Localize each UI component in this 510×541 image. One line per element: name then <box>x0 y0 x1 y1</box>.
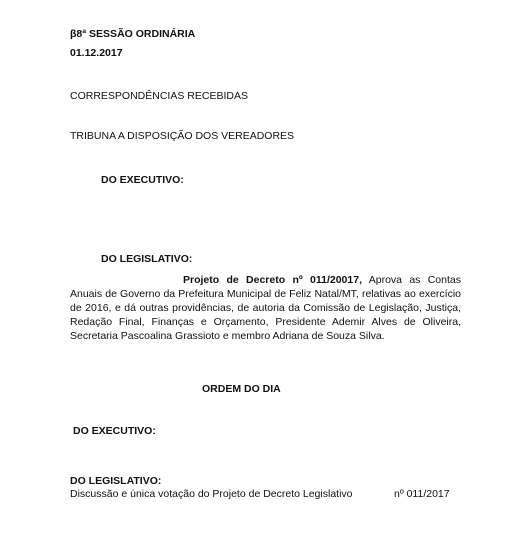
heading-executivo-1: DO EXECUTIVO: <box>101 174 184 186</box>
session-date: 01.12.2017 <box>70 47 123 59</box>
projeto-heading: Projeto de Decreto nº 011/20017, <box>183 274 362 286</box>
heading-executivo-2: DO EXECUTIVO: <box>73 425 156 437</box>
heading-legislativo-1: DO LEGISLATIVO: <box>101 253 193 265</box>
section-correspondencias: CORRESPONDÊNCIAS RECEBIDAS <box>70 90 248 102</box>
session-title: β8ª SESSÃO ORDINÁRIA <box>70 28 196 40</box>
section-tribuna: TRIBUNA A DISPOSIÇÃO DOS VEREADORES <box>70 130 295 142</box>
votacao-text: Discussão e única votação do Projeto de Decreto Legislativo <box>70 488 353 500</box>
projeto-paragraph <box>70 273 461 343</box>
votacao-line <box>70 488 461 500</box>
projeto-body: Aprova as Contas Anuais de Governo da Prefeitura Municipal de Feliz Natal/MT, relativas ao exercício de 2016, e dá outras providências, de autoria da Comissão de Legislação, Justiça, Redação Final, Finanças e Orçamento, Presidente Ademir Alves de Oliveira, Secretaria Pascoalina Grassioto e membro Adriana de Souza Silva. <box>70 274 461 342</box>
heading-legislativo-2: DO LEGISLATIVO: <box>70 475 162 487</box>
heading-ordem-do-dia: ORDEM DO DIA <box>202 383 281 395</box>
votacao-number: nº 011/2017 <box>394 488 450 500</box>
